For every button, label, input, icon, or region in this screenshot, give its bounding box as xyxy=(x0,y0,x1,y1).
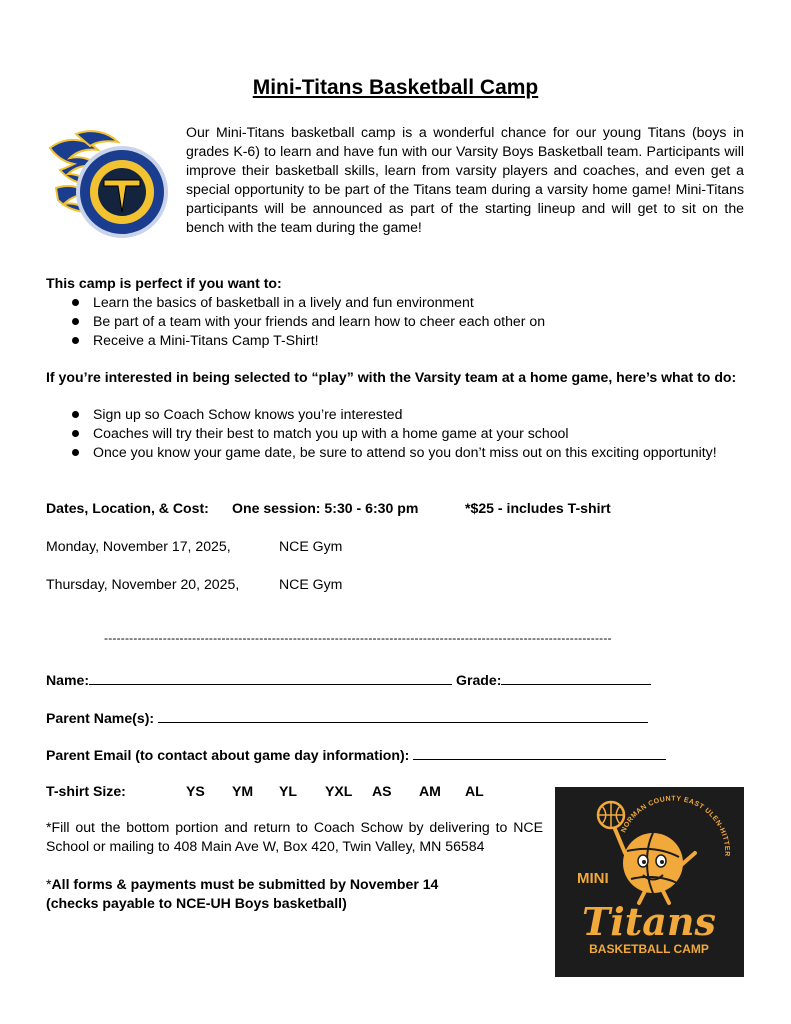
perfect-list xyxy=(46,293,545,350)
varsity-list xyxy=(46,405,717,462)
perfect-heading: This camp is perfect if you want to: xyxy=(46,275,282,291)
payment-line: (checks payable to NCE-UH Boys basketball) xyxy=(46,895,347,911)
name-grade-row xyxy=(46,670,651,688)
size-option[interactable]: YM xyxy=(232,783,254,799)
cut-line: ------------------------------------------------------------------------------------------------------------------------- xyxy=(104,631,612,645)
date-text: Monday, November 17, 2025, xyxy=(46,538,231,554)
deadline-line: All forms & payments must be submitted by November 14 xyxy=(51,876,439,892)
grade-label: Grade: xyxy=(456,672,502,688)
deadline-note: *All forms & payments must be submitted by November 14 (checks payable to NCE-UH Boys basketball) xyxy=(46,876,439,911)
bullet-icon xyxy=(72,299,79,306)
cost: *$25 - includes T-shirt xyxy=(465,500,611,516)
size-option[interactable]: AS xyxy=(372,783,392,799)
list-item: Be part of a team with your friends and learn how to cheer each other on xyxy=(46,312,545,331)
titans-logo xyxy=(46,128,174,246)
tshirt-row xyxy=(46,783,526,803)
poster-subtitle: BASKETBALL CAMP xyxy=(589,942,709,956)
parent-email-field[interactable] xyxy=(413,745,666,760)
bullet-icon xyxy=(72,449,79,456)
parent-name-label: Parent Name(s): xyxy=(46,710,155,726)
email-row xyxy=(46,745,666,763)
size-option[interactable]: YS xyxy=(186,783,205,799)
size-option[interactable]: YXL xyxy=(325,783,353,799)
list-item: Once you know your game date, be sure to attend so you don’t miss out on this exciting opportunity! xyxy=(46,443,717,462)
varsity-heading: If you’re interested in being selected to “play” with the Varsity team at a home game, here’s what to do: xyxy=(46,369,737,385)
list-item: Sign up so Coach Schow knows you’re interested xyxy=(46,405,717,424)
details-label: Dates, Location, & Cost: xyxy=(46,500,209,516)
page-title: Mini-Titans Basketball Camp xyxy=(252,76,539,99)
grade-field[interactable] xyxy=(501,670,651,685)
poster-mini-text: MINI xyxy=(577,870,609,887)
location-text: NCE Gym xyxy=(279,576,343,592)
name-field[interactable] xyxy=(89,670,452,685)
bullet-icon xyxy=(72,430,79,437)
poster-titans-text: Titans xyxy=(582,899,716,944)
list-item: Receive a Mini-Titans Camp T-Shirt! xyxy=(46,331,545,350)
tshirt-label: T-shirt Size: xyxy=(46,783,126,799)
size-option[interactable]: AM xyxy=(419,783,441,799)
parent-row xyxy=(46,708,648,726)
size-option[interactable]: AL xyxy=(465,783,484,799)
return-instructions: *Fill out the bottom portion and return to Coach Schow by delivering to NCE School or mailing to 408 Main Ave W, Box 420, Twin Valley, MN 56584 xyxy=(46,819,543,854)
intro-paragraph: Our Mini-Titans basketball camp is a wonderful chance for our young Titans (boys in grades K-6) to learn and have fun with our Varsity Boys Basketball team. Participants will improve their basketball skills, learn from varsity players and coaches, and even get a special opportunity to be part of the Titans team during a varsity home game! Mini-Titans participants will be announced as part of the starting lineup and will get to sit on the bench with the team during the game! xyxy=(186,124,744,235)
bullet-icon xyxy=(72,337,79,344)
list-item: Coaches will try their best to match you up with a home game at your school xyxy=(46,424,717,443)
bullet-icon xyxy=(72,318,79,325)
poster-arc-text: NORMAN COUNTY EAST ULEN-HITTER xyxy=(620,795,731,857)
list-item: Learn the basics of basketball in a lively and fun environment xyxy=(46,293,545,312)
name-label: Name: xyxy=(46,672,90,688)
location-text: NCE Gym xyxy=(279,538,343,554)
bullet-icon xyxy=(72,411,79,418)
session-time: One session: 5:30 - 6:30 pm xyxy=(232,500,419,516)
parent-email-label: Parent Email (to contact about game day information): xyxy=(46,747,410,763)
size-option[interactable]: YL xyxy=(279,783,298,799)
date-text: Thursday, November 20, 2025, xyxy=(46,576,240,592)
camp-poster xyxy=(555,787,744,977)
parent-name-field[interactable] xyxy=(158,708,648,723)
